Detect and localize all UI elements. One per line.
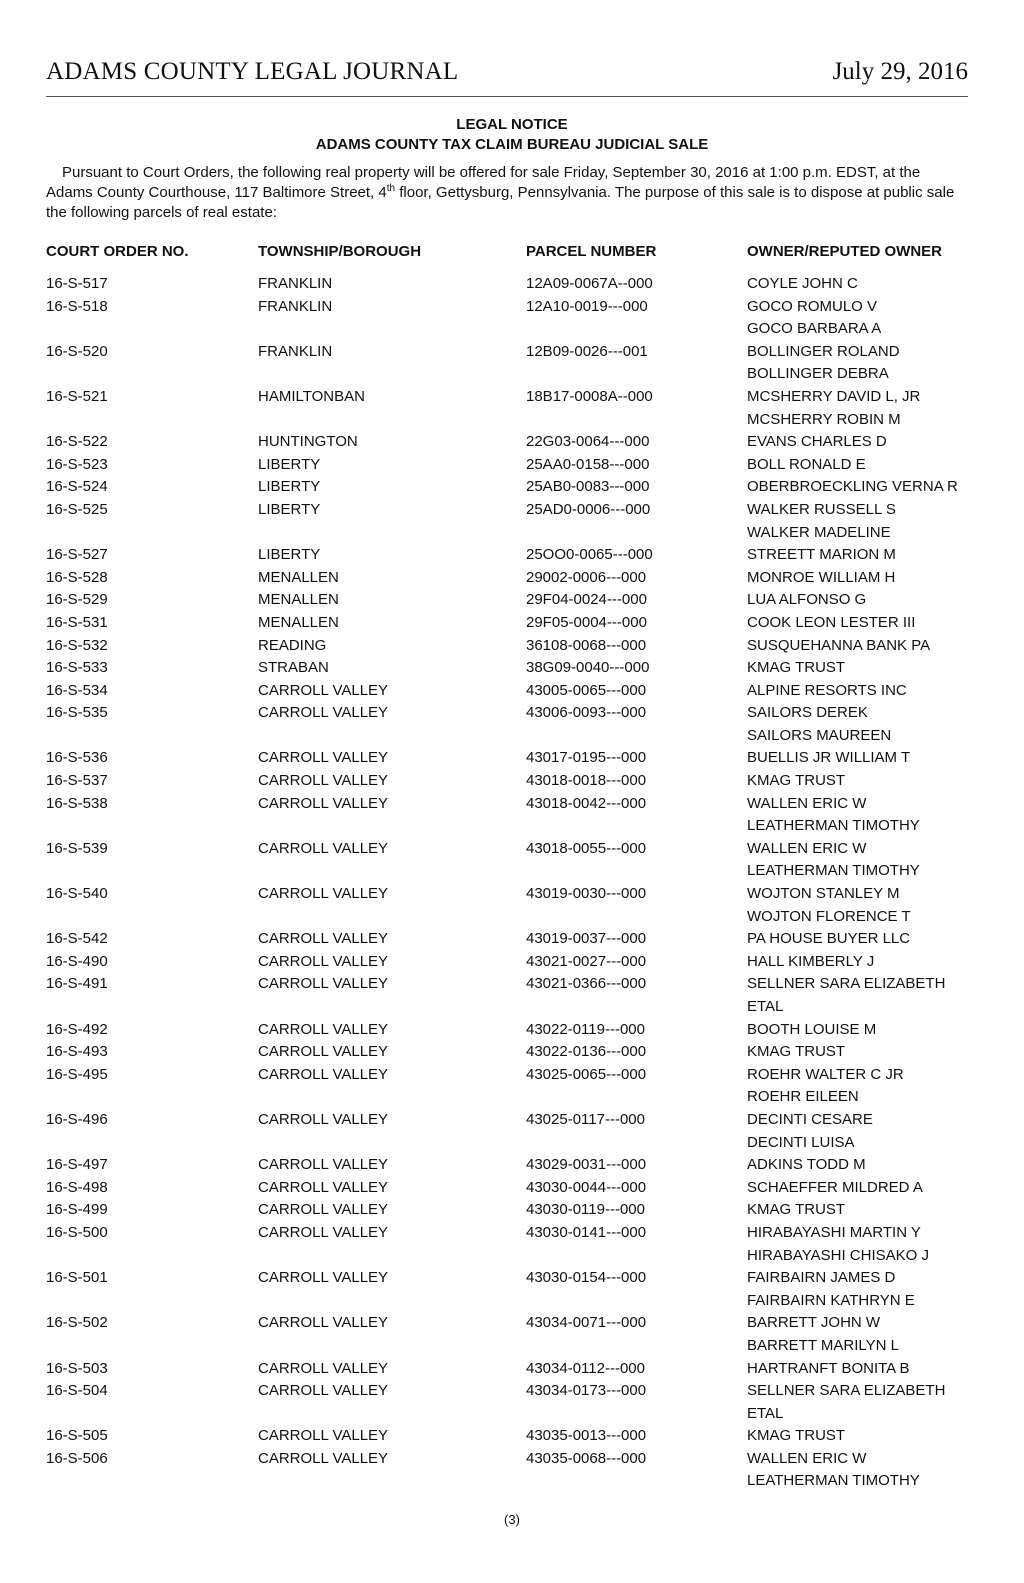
table-row bbox=[0, 1269, 1024, 1292]
owner-cell: SELLNER SARA ELIZABETH bbox=[747, 975, 946, 993]
parcel-cell: 25AB0-0083---000 bbox=[526, 478, 650, 496]
parcel-cell: 12A10-0019---000 bbox=[526, 297, 648, 315]
parcel-cell: 22G03-0064---000 bbox=[526, 433, 650, 451]
owner-cell: WALKER MADELINE bbox=[747, 523, 891, 541]
township-cell: MENALLEN bbox=[258, 568, 339, 586]
table-row bbox=[0, 298, 1024, 321]
owner-cell: SAILORS MAUREEN bbox=[747, 726, 892, 744]
court-order-cell: 16-S-542 bbox=[46, 930, 108, 948]
parcel-cell: 43025-0065---000 bbox=[526, 1065, 647, 1083]
owner-cell: SAILORS DEREK bbox=[747, 704, 868, 722]
owner-cell: COOK LEON LESTER III bbox=[747, 613, 916, 631]
table-row bbox=[0, 546, 1024, 569]
parcel-cell: 29F04-0024---000 bbox=[526, 591, 647, 609]
township-cell: CARROLL VALLEY bbox=[258, 1382, 389, 1400]
township-cell: READING bbox=[258, 636, 327, 654]
parcel-cell: 43025-0117---000 bbox=[526, 1110, 645, 1128]
owner-cell: BARRETT MARILYN L bbox=[747, 1336, 899, 1354]
owner-cell: BARRETT JOHN W bbox=[747, 1314, 881, 1332]
owner-cell: BUELLIS JR WILLIAM T bbox=[747, 749, 911, 767]
table-row bbox=[0, 433, 1024, 456]
table-row bbox=[0, 1111, 1024, 1134]
sale-table bbox=[0, 275, 1024, 1495]
court-order-cell: 16-S-506 bbox=[46, 1449, 108, 1467]
intro-text-2: floor, Gettysburg, Pennsylvania. The purpose of this sale is to dispose at public sale the following parcels of real estate: bbox=[46, 184, 955, 221]
owner-cell: FAIRBAIRN JAMES D bbox=[747, 1269, 896, 1287]
owner-cell: BOLLINGER DEBRA bbox=[747, 365, 889, 383]
owner-cell: OBERBROECKLING VERNA R bbox=[747, 478, 958, 496]
township-cell: CARROLL VALLEY bbox=[258, 772, 389, 790]
township-cell: CARROLL VALLEY bbox=[258, 1449, 389, 1467]
column-header-township: TOWNSHIP/BOROUGH bbox=[258, 243, 422, 260]
parcel-cell: 43034-0173---000 bbox=[526, 1382, 647, 1400]
court-order-cell: 16-S-522 bbox=[46, 433, 108, 451]
township-cell: STRABAN bbox=[258, 659, 329, 677]
court-order-cell: 16-S-533 bbox=[46, 659, 108, 677]
table-row bbox=[0, 1201, 1024, 1224]
court-order-cell: 16-S-525 bbox=[46, 500, 108, 518]
court-order-cell: 16-S-490 bbox=[46, 952, 108, 970]
court-order-cell: 16-S-501 bbox=[46, 1269, 108, 1287]
owner-cell: ETAL bbox=[747, 998, 784, 1015]
parcel-cell: 25AD0-0006---000 bbox=[526, 500, 651, 518]
issue-date: July 29, 2016 bbox=[832, 58, 968, 85]
court-order-cell: 16-S-493 bbox=[46, 1043, 108, 1061]
township-cell: CARROLL VALLEY bbox=[258, 885, 389, 903]
owner-cell: SELLNER SARA ELIZABETH bbox=[747, 1382, 946, 1400]
owner-cell: KMAG TRUST bbox=[747, 1043, 846, 1061]
page-number: (3) bbox=[504, 1512, 520, 1527]
table-row bbox=[0, 953, 1024, 976]
court-order-cell: 16-S-500 bbox=[46, 1223, 108, 1241]
table-row bbox=[0, 862, 1024, 885]
parcel-cell: 43006-0093---000 bbox=[526, 704, 647, 722]
table-row bbox=[0, 704, 1024, 727]
township-cell: FRANKLIN bbox=[258, 297, 333, 315]
township-cell: CARROLL VALLEY bbox=[258, 704, 389, 722]
township-cell: CARROLL VALLEY bbox=[258, 839, 389, 857]
court-order-cell: 16-S-527 bbox=[46, 546, 108, 564]
table-row bbox=[0, 1043, 1024, 1066]
court-order-cell: 16-S-496 bbox=[46, 1110, 108, 1128]
table-row bbox=[0, 1360, 1024, 1383]
owner-cell: KMAG TRUST bbox=[747, 1427, 846, 1445]
owner-cell: ETAL bbox=[747, 1404, 784, 1422]
owner-cell: EVANS CHARLES D bbox=[747, 433, 887, 451]
parcel-cell: 43018-0042---000 bbox=[526, 794, 647, 812]
table-row bbox=[0, 727, 1024, 750]
court-order-cell: 16-S-524 bbox=[46, 478, 108, 496]
owner-cell: WALKER RUSSELL S bbox=[747, 500, 896, 518]
table-row bbox=[0, 1472, 1024, 1495]
parcel-cell: 43030-0044---000 bbox=[526, 1178, 647, 1196]
township-cell: CARROLL VALLEY bbox=[258, 681, 389, 699]
owner-cell: WOJTON FLORENCE T bbox=[747, 907, 911, 925]
parcel-cell: 25OO0-0065---000 bbox=[526, 546, 653, 564]
table-row bbox=[0, 501, 1024, 524]
parcel-cell: 43021-0027---000 bbox=[526, 952, 647, 970]
table-row bbox=[0, 1382, 1024, 1405]
table-row bbox=[0, 1337, 1024, 1360]
owner-cell: FAIRBAIRN KATHRYN E bbox=[747, 1291, 915, 1309]
table-row bbox=[0, 1066, 1024, 1089]
owner-cell: GOCO BARBARA A bbox=[747, 320, 882, 338]
table-row bbox=[0, 275, 1024, 298]
court-order-cell: 16-S-534 bbox=[46, 681, 108, 699]
table-row bbox=[0, 1021, 1024, 1044]
owner-cell: ADKINS TODD M bbox=[747, 1156, 866, 1174]
table-row bbox=[0, 320, 1024, 343]
table-row bbox=[0, 1134, 1024, 1157]
township-cell: CARROLL VALLEY bbox=[258, 1178, 389, 1196]
court-order-cell: 16-S-531 bbox=[46, 613, 108, 631]
township-cell: CARROLL VALLEY bbox=[258, 1359, 389, 1377]
township-cell: HAMILTONBAN bbox=[258, 387, 365, 405]
township-cell: CARROLL VALLEY bbox=[258, 952, 389, 970]
parcel-cell: 12B09-0026---001 bbox=[526, 342, 648, 360]
table-row bbox=[0, 343, 1024, 366]
table-row bbox=[0, 817, 1024, 840]
township-cell: CARROLL VALLEY bbox=[258, 1043, 389, 1061]
table-row bbox=[0, 749, 1024, 772]
owner-cell: SCHAEFFER MILDRED A bbox=[747, 1178, 923, 1196]
parcel-cell: 43030-0141---000 bbox=[526, 1223, 647, 1241]
owner-cell: KMAG TRUST bbox=[747, 1201, 846, 1219]
owner-cell: ROEHR EILEEN bbox=[747, 1088, 859, 1106]
township-cell: CARROLL VALLEY bbox=[258, 1110, 389, 1128]
court-order-cell: 16-S-503 bbox=[46, 1359, 108, 1377]
column-header-court-order: COURT ORDER NO. bbox=[46, 243, 189, 260]
owner-cell: KMAG TRUST bbox=[747, 772, 846, 790]
township-cell: LIBERTY bbox=[258, 478, 321, 496]
intro-superscript: th bbox=[386, 183, 396, 194]
court-order-cell: 16-S-518 bbox=[46, 297, 108, 315]
column-header-parcel: PARCEL NUMBER bbox=[526, 243, 657, 260]
owner-cell: DECINTI CESARE bbox=[747, 1110, 873, 1128]
owner-cell: WALLEN ERIC W bbox=[747, 839, 867, 857]
court-order-cell: 16-S-505 bbox=[46, 1427, 108, 1445]
table-row bbox=[0, 1247, 1024, 1270]
parcel-cell: 43034-0071---000 bbox=[526, 1314, 647, 1332]
parcel-cell: 29002-0006---000 bbox=[526, 568, 647, 586]
table-row bbox=[0, 524, 1024, 547]
parcel-cell: 43019-0037---000 bbox=[526, 930, 647, 948]
owner-cell: GOCO ROMULO V bbox=[747, 297, 878, 315]
court-order-cell: 16-S-529 bbox=[46, 591, 108, 609]
owner-cell: HIRABAYASHI CHISAKO J bbox=[747, 1246, 929, 1264]
owner-cell: STREETT MARION M bbox=[747, 546, 896, 564]
parcel-cell: 43017-0195---000 bbox=[526, 749, 647, 767]
parcel-cell: 38G09-0040---000 bbox=[526, 659, 650, 677]
table-row bbox=[0, 1224, 1024, 1247]
table-row bbox=[0, 772, 1024, 795]
court-order-cell: 16-S-491 bbox=[46, 975, 108, 993]
parcel-cell: 43018-0018---000 bbox=[526, 772, 647, 790]
notice-title: LEGAL NOTICE bbox=[456, 116, 568, 133]
court-order-cell: 16-S-497 bbox=[46, 1156, 108, 1174]
table-row bbox=[0, 637, 1024, 660]
table-row bbox=[0, 1314, 1024, 1337]
owner-cell: LEATHERMAN TIMOTHY bbox=[747, 817, 920, 835]
parcel-cell: 29F05-0004---000 bbox=[526, 613, 647, 631]
parcel-cell: 43005-0065---000 bbox=[526, 681, 647, 699]
owner-cell: HALL KIMBERLY J bbox=[747, 952, 875, 970]
court-order-cell: 16-S-523 bbox=[46, 455, 108, 473]
owner-cell: WALLEN ERIC W bbox=[747, 1449, 867, 1467]
court-order-cell: 16-S-528 bbox=[46, 568, 108, 586]
court-order-cell: 16-S-517 bbox=[46, 275, 108, 292]
court-order-cell: 16-S-535 bbox=[46, 704, 108, 722]
owner-cell: SUSQUEHANNA BANK PA bbox=[747, 636, 931, 654]
table-row bbox=[0, 1179, 1024, 1202]
table-row bbox=[0, 908, 1024, 931]
township-cell: HUNTINGTON bbox=[258, 433, 358, 451]
township-cell: CARROLL VALLEY bbox=[258, 975, 389, 993]
parcel-cell: 43022-0119---000 bbox=[526, 1020, 645, 1038]
owner-cell: LUA ALFONSO G bbox=[747, 591, 867, 609]
owner-cell: COYLE JOHN C bbox=[747, 275, 858, 292]
table-row bbox=[0, 1292, 1024, 1315]
table-row bbox=[0, 569, 1024, 592]
owner-cell: HARTRANFT BONITA B bbox=[747, 1359, 910, 1377]
notice-intro bbox=[46, 163, 968, 223]
court-order-cell: 16-S-498 bbox=[46, 1178, 108, 1196]
parcel-cell: 43019-0030---000 bbox=[526, 885, 647, 903]
township-cell: LIBERTY bbox=[258, 455, 321, 473]
court-order-cell: 16-S-537 bbox=[46, 772, 108, 790]
owner-cell: PA HOUSE BUYER LLC bbox=[747, 930, 911, 948]
township-cell: CARROLL VALLEY bbox=[258, 930, 389, 948]
parcel-cell: 36108-0068---000 bbox=[526, 636, 647, 654]
owner-cell: ALPINE RESORTS INC bbox=[747, 681, 907, 699]
owner-cell: WALLEN ERIC W bbox=[747, 794, 867, 812]
table-row bbox=[0, 365, 1024, 388]
parcel-cell: 43034-0112---000 bbox=[526, 1359, 645, 1377]
court-order-cell: 16-S-492 bbox=[46, 1020, 108, 1038]
court-order-cell: 16-S-499 bbox=[46, 1201, 108, 1219]
township-cell: CARROLL VALLEY bbox=[258, 794, 389, 812]
owner-cell: ROEHR WALTER C JR bbox=[747, 1065, 904, 1083]
township-cell: CARROLL VALLEY bbox=[258, 1020, 389, 1038]
owner-cell: HIRABAYASHI MARTIN Y bbox=[747, 1223, 921, 1241]
township-cell: CARROLL VALLEY bbox=[258, 1201, 389, 1219]
owner-cell: KMAG TRUST bbox=[747, 659, 846, 677]
owner-cell: MCSHERRY DAVID L, JR bbox=[747, 387, 921, 405]
township-cell: CARROLL VALLEY bbox=[258, 1427, 389, 1445]
table-row bbox=[0, 975, 1024, 998]
table-row bbox=[0, 478, 1024, 501]
parcel-cell: 43035-0068---000 bbox=[526, 1449, 647, 1467]
court-order-cell: 16-S-538 bbox=[46, 794, 108, 812]
journal-title: ADAMS COUNTY LEGAL JOURNAL bbox=[46, 58, 459, 85]
township-cell: CARROLL VALLEY bbox=[258, 1269, 389, 1287]
court-order-cell: 16-S-540 bbox=[46, 885, 108, 903]
table-row bbox=[0, 1088, 1024, 1111]
intro-text-1: Pursuant to Court Orders, the following real property will be offered for sale Friday, September 30, 2016 at 1:00 p.m. EDST, at the Adams County Courthouse, 117 Baltimore Street, 4 bbox=[46, 164, 921, 201]
parcel-cell: 43035-0013---000 bbox=[526, 1427, 647, 1445]
township-cell: CARROLL VALLEY bbox=[258, 749, 389, 767]
table-row bbox=[0, 885, 1024, 908]
owner-cell: LEATHERMAN TIMOTHY bbox=[747, 862, 920, 880]
township-cell: CARROLL VALLEY bbox=[258, 1223, 389, 1241]
owner-cell: DECINTI LUISA bbox=[747, 1133, 855, 1151]
table-row bbox=[0, 1405, 1024, 1428]
court-order-cell: 16-S-536 bbox=[46, 749, 108, 767]
owner-cell: MONROE WILLIAM H bbox=[747, 568, 896, 586]
parcel-cell: 18B17-0008A--000 bbox=[526, 387, 653, 405]
table-row bbox=[0, 795, 1024, 818]
column-header-owner: OWNER/REPUTED OWNER bbox=[747, 243, 942, 260]
court-order-cell: 16-S-495 bbox=[46, 1065, 108, 1083]
table-row bbox=[0, 411, 1024, 434]
court-order-cell: 16-S-539 bbox=[46, 839, 108, 857]
court-order-cell: 16-S-521 bbox=[46, 387, 108, 405]
township-cell: LIBERTY bbox=[258, 546, 321, 564]
notice-subtitle: ADAMS COUNTY TAX CLAIM BUREAU JUDICIAL SALE bbox=[315, 136, 709, 153]
parcel-cell: 43029-0031---000 bbox=[526, 1156, 647, 1174]
table-row bbox=[0, 388, 1024, 411]
table-row bbox=[0, 1427, 1024, 1450]
township-cell: LIBERTY bbox=[258, 500, 321, 518]
court-order-cell: 16-S-504 bbox=[46, 1382, 108, 1400]
table-row bbox=[0, 930, 1024, 953]
township-cell: CARROLL VALLEY bbox=[258, 1156, 389, 1174]
table-row bbox=[0, 840, 1024, 863]
table-row bbox=[0, 456, 1024, 479]
owner-cell: MCSHERRY ROBIN M bbox=[747, 410, 901, 428]
table-row bbox=[0, 1156, 1024, 1179]
parcel-cell: 43022-0136---000 bbox=[526, 1043, 647, 1061]
township-cell: FRANKLIN bbox=[258, 275, 333, 292]
parcel-cell: 43021-0366---000 bbox=[526, 975, 647, 993]
parcel-cell: 43030-0154---000 bbox=[526, 1269, 647, 1287]
court-order-cell: 16-S-502 bbox=[46, 1314, 108, 1332]
owner-cell: BOLLINGER ROLAND bbox=[747, 342, 900, 360]
table-row bbox=[0, 682, 1024, 705]
parcel-cell: 25AA0-0158---000 bbox=[526, 455, 650, 473]
parcel-cell: 12A09-0067A--000 bbox=[526, 275, 653, 292]
township-cell: MENALLEN bbox=[258, 613, 339, 631]
table-row bbox=[0, 659, 1024, 682]
township-cell: CARROLL VALLEY bbox=[258, 1314, 389, 1332]
township-cell: CARROLL VALLEY bbox=[258, 1065, 389, 1083]
page-header bbox=[46, 58, 968, 97]
owner-cell: BOLL RONALD E bbox=[747, 455, 866, 473]
township-cell: MENALLEN bbox=[258, 591, 339, 609]
owner-cell: LEATHERMAN TIMOTHY bbox=[747, 1472, 920, 1490]
table-row bbox=[0, 1450, 1024, 1473]
table-row bbox=[0, 591, 1024, 614]
table-row bbox=[0, 998, 1024, 1021]
court-order-cell: 16-S-520 bbox=[46, 342, 108, 360]
owner-cell: BOOTH LOUISE M bbox=[747, 1020, 877, 1038]
court-order-cell: 16-S-532 bbox=[46, 636, 108, 654]
township-cell: FRANKLIN bbox=[258, 342, 333, 360]
owner-cell: WOJTON STANLEY M bbox=[747, 885, 900, 903]
table-row bbox=[0, 614, 1024, 637]
parcel-cell: 43030-0119---000 bbox=[526, 1201, 645, 1219]
parcel-cell: 43018-0055---000 bbox=[526, 839, 647, 857]
